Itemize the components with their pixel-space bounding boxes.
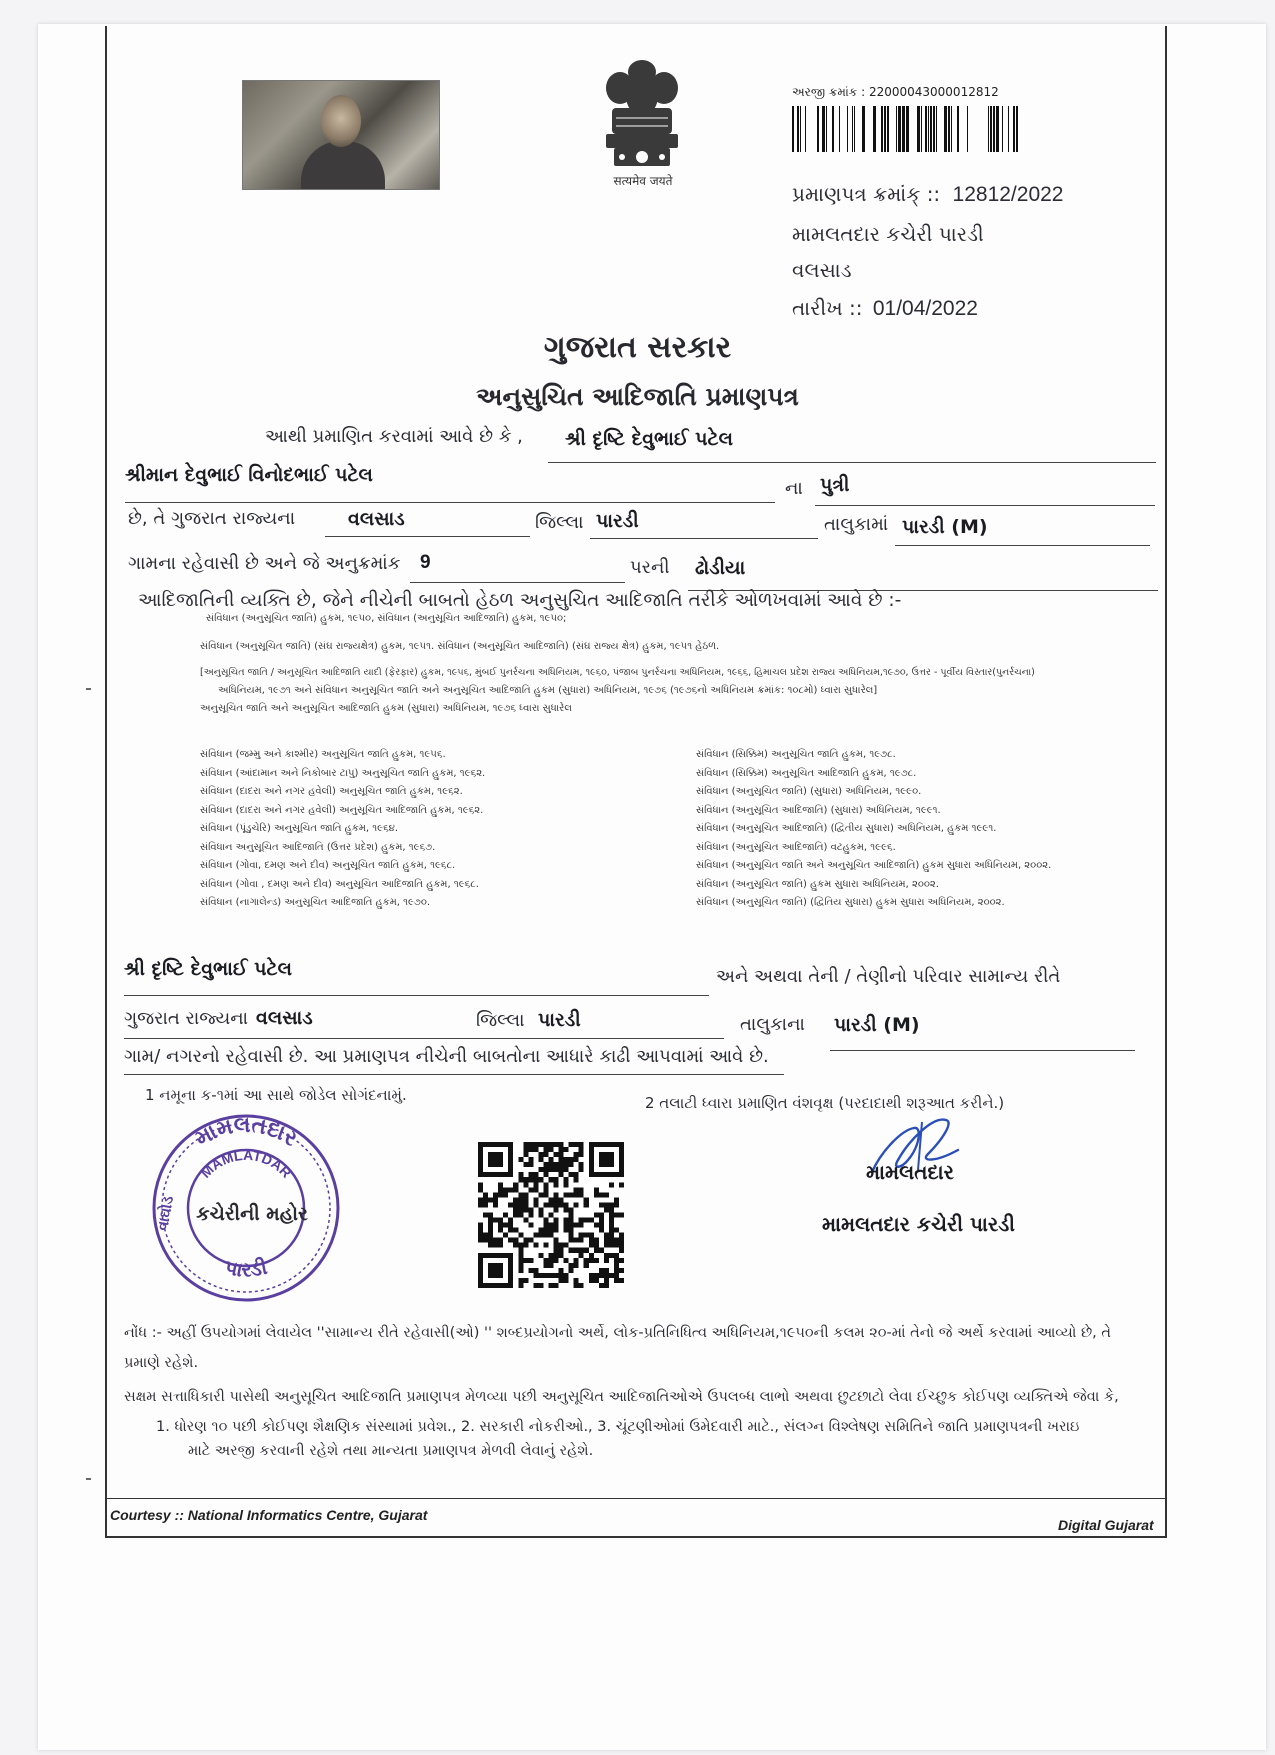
legal-item: સંવિધાન (અનુસૂચિત જાતિ) હુકમ સુધારા અધિનિયમ, ૨૦૦૨. [696, 878, 939, 890]
note-line: પ્રમાણે રહેશે. [124, 1355, 199, 1371]
footer-divider [105, 1498, 1165, 1499]
basis-item-2: 2 તલાટી ધ્વારા પ્રમાણિત વંશવૃક્ષ (પરદાદાથી શરૂઆત કરીને.) [645, 1094, 1005, 1112]
legal-item: સંવિધાન (અનુસૂચિત જાતિ) (દ્વિતિય સુધારા) હુકમ સુધારા અધિનિયમ, ૨૦૦૨. [696, 897, 1005, 908]
issue-date-value: 01/04/2022 [872, 297, 978, 320]
legal-item: સંવિધાન (અનુસૂચિત આદિજાતિ) (દ્વિતીય સુધારા) અધિનિયમ, હુકમ ૧૯૯૧. [696, 823, 997, 834]
benefit-text [124, 1382, 1119, 1466]
legal-item: સંવિધાન (અનુસૂચિત આદિજાતિ) વટહુકમ, ૧૯૯૬. [696, 841, 896, 853]
office-seal-icon [148, 1110, 344, 1306]
legal-item: સંવિધાન (જમ્મુ અને કાશ્મીર) અનુસૂચિત જાતિ હુકમ, ૧૯૫૬. [200, 749, 446, 760]
district-underline [325, 536, 530, 537]
residence-state-label: ગુજરાત રાજ્યના [124, 1008, 249, 1029]
signatory-office: મામલતદાર કચેરી પારડી [822, 1212, 1015, 1236]
village-label: ગામના રહેવાસી છે અને જે અનુક્રમાંક [128, 553, 401, 574]
legal-line: અનુસૂચિત જાતિ અને અનુસૂચિત આદિજાતિ હુકમ (સુધારા) અધિનિયમ, ૧૯૭૬ ધ્વારા સુધારેલ [200, 703, 572, 714]
barcode-icon [790, 106, 1022, 152]
residence-taluka-mid-value: પારડી [538, 1009, 581, 1031]
basis-item-1: 1 નમૂના ક-૧માં આ સાથે જોડેલ સોગંદનામું. [145, 1086, 407, 1104]
issue-date-label: તારીખ :: [792, 296, 863, 320]
residence-district-label: જિલ્લા [476, 1010, 525, 1031]
recognition-text: આદિજાતિની વ્યક્તિ છે, જેને નીચેની બાબતો હેઠળ અનુસુચિત આદિજાતિ તરીકે ઓળખવામાં આવે છે :- [138, 590, 902, 611]
basis-underline [124, 1074, 784, 1075]
legal-item: સંવિધાન (આંદામાન અને નિકોબાર ટાપુ) અનુસૂચિત જાતિ હુકમ, ૧૯૬૨. [200, 767, 486, 779]
certificate-number-label: પ્રમાણપત્ર ક્રમાંક્ :: [792, 182, 941, 206]
taluka-mid-underline [590, 538, 818, 539]
legal-line: સંવિધાન (અનુસૂચિત જાતિ) (સંઘ રાજ્યક્ષેત્ર) હુકમ, ૧૯૫૧. સંવિધાન (અનુસૂચિત આદિજાતિ) (સંઘ રાજ્ય ક્ષેત્ર) હુકમ, ૧૯૫૧ હેઠળ. [200, 641, 720, 652]
father-name-underline [125, 502, 775, 503]
basis-text: ગામ/ નગરનો રહેવાસી છે. આ પ્રમાણપત્ર નીચેની બાબતોના આધારે કાઢી આપવામાં આવે છે. [124, 1046, 769, 1067]
tribe-value: ઢોડીયા [695, 557, 746, 579]
serial-underline [410, 582, 625, 583]
intro-text: આથી પ્રમાણિત કરવામાં આવે છે કે , [265, 426, 523, 447]
residence-district-value: વલસાડ [256, 1007, 313, 1029]
legal-item: સંવિધાન (ગોવા, દમણ અને દીવ) અનુસૂચિત જાતિ હુકમ, ૧૯૬૮. [200, 860, 456, 871]
certificate-number-value: 12812/2022 [952, 183, 1064, 206]
note-text [124, 1318, 1111, 1378]
qr-code-icon [478, 1142, 624, 1288]
legal-item: સંવિધાન (દાદરા અને નગર હવેલી) અનુસૂચિત જાતિ હુકમ, ૧૯૬૨. [200, 786, 463, 797]
certificate-number [792, 182, 1063, 207]
government-title: ગુજરાત સરકાર [543, 330, 732, 365]
certificate-title: અનુસુચિત આદિજાતિ પ્રમાણપત્ર [476, 382, 799, 411]
margin-mark [86, 1478, 91, 1480]
issuing-district: વલસાડ [792, 258, 852, 282]
relation-value: પુત્રી [820, 474, 850, 496]
emblem-caption: सत्यमेव जयते [613, 174, 673, 188]
relation-underline [815, 505, 1155, 506]
legal-item: સંવિધાન અનુસૂચિત આદિજાતિ (ઉત્તર પ્રદેશ) હુકમ, ૧૯૬૭. [200, 841, 436, 853]
courtesy-text: Courtesy :: National Informatics Centre, Gujarat [110, 1507, 428, 1523]
legal-item: સંવિધાન (દાદરા અને નગર હવેલી) અનુસૂચિત આદિજાતિ હુકમ, ૧૯૬૨. [200, 804, 484, 816]
svg-text:MAMLATDAR: MAMLATDAR [197, 1146, 295, 1181]
application-number-label: અરજી ક્રમાંક [792, 85, 858, 99]
taluka-mid-value: પારડી [596, 510, 639, 532]
margin-mark [86, 688, 91, 690]
residence-taluka-underline [830, 1050, 1135, 1051]
legal-item: સંવિધાન (નાગાલેન્ડ) અનુસૂચિત આદિજાતિ હુકમ, ૧૯૭૦. [200, 897, 431, 908]
residence-taluka-value: પારડી (M) [834, 1014, 920, 1036]
national-emblem-icon [592, 58, 692, 186]
holder-name: શ્રી દૃષ્ટિ દેવુભાઈ પટેલ [565, 428, 733, 450]
legal-line: અધિનિયમ, ૧૯૭૧ અને સંવિધાન અનુસૂચિત જાતિ અને અનુસૂચિત આદિજાતિ હુકમ (સુધારા) અધિનિયમ, ૧૯૭૬ (૧૯૭૬નો અધિનિયમ ક્રમાંક: ૧૦૮મો) ધ્વારા સુધારેલ] [218, 685, 878, 696]
legal-item: સંવિધાન (સિક્કિમ) અનુસૂચિત આદિજાતિ હુકમ, ૧૯૭૮. [696, 767, 917, 779]
benefit-line: 1. ધોરણ ૧૦ પછી કોઈપણ શૈક્ષણિક સંસ્થામાં પ્રવેશ., 2. સરકારી નોકરીઓ., 3. ચૂંટણીઓમાં ઉમેદવારી માટે., સંલગ્ન વિશ્લેષણ સમિતિને જાતિ પ્રમાણપત્રની ખરાઇ [156, 1419, 1080, 1435]
taluka-underline [895, 545, 1150, 546]
residence-district-underline [124, 1038, 724, 1039]
issue-date [792, 296, 978, 321]
signatory-title: મામલતદાર [866, 1160, 954, 1184]
legal-item: સંવિધાન (સિક્કિમ) અનુસૂચિત જાતિ હુકમ, ૧૯૭૮. [696, 749, 896, 760]
na-label: ના [785, 478, 803, 499]
brand-text: Digital Gujarat [1058, 1517, 1154, 1533]
holder-name-underline [548, 462, 1156, 463]
applicant-photo [242, 80, 440, 190]
legal-line: સંવિધાન (અનુસૂચિત જાતિ) હુકમ, ૧૯૫૦, સંવિધાન (અનુસૂચિત આદિજાતિ) હુકમ, ૧૯૫૦; [206, 613, 567, 624]
residence-holder-name: શ્રી દૃષ્ટિ દેવુભાઈ પટેલ [124, 958, 292, 980]
legal-item: સંવિધાન (અનુસૂચિત આદિજાતિ) (સુધારા) અધિનિયમ, ૧૯૯૧. [696, 804, 941, 816]
district-value: વલસાડ [348, 508, 405, 530]
benefit-line: માટે અરજી કરવાની રહેશે તથા માન્યતા પ્રમાણપત્ર મેળવી લેવાનું રહેશે. [188, 1443, 594, 1459]
note-line: નોંધ :- અહીં ઉપયોગમાં લેવાયેલ ''સામાન્ય રીતે રહેવાસી(ઓ) '' શબ્દપ્રયોગનો અર્થે, લોક-પ્રતિનિધિત્વ અધિનિયમ,૧૯૫૦ની કલમ ૨૦-માં તેનો જે અર્થે કરવામાં આવ્યો છે, તે [124, 1325, 1112, 1341]
family-text: અને અથવા તેની / તેણીનો પરિવાર સામાન્ય રીતે [716, 966, 1061, 987]
residence-holder-underline [124, 995, 709, 996]
svg-text:પારડી: પારડી [222, 1254, 270, 1282]
taluka-label: તાલુકામાં [824, 514, 889, 535]
svg-text:મામલતદાર: મામલતદાર [191, 1112, 302, 1152]
father-name: શ્રીમાન દેવુભાઈ વિનોદભાઈ પટેલ [125, 464, 373, 486]
legal-item: સંવિધાન (અનુસૂચિત જાતિ) (સુધારા) અધિનિયમ, ૧૯૯૦. [696, 786, 922, 797]
issuing-office: મામલતદાર કચેરી પારડી [792, 222, 984, 246]
legal-item: સંવિધાન (ગોવા , દમણ અને દીવ) અનુસૂચિત આદિજાતિ હુકમ, ૧૯૬૮. [200, 878, 479, 890]
serial-number: 9 [420, 552, 431, 573]
legal-list-left [200, 746, 485, 913]
legal-item: સંવિધાન (અનુસૂચિત જાતિ અને અનુસૂચિત આદિજાતિ) હુકમ સુધારા અધિનિયમ, ૨૦૦૨. [696, 860, 1052, 871]
svg-text:વાઘોડ: વાઘોડ [153, 1194, 177, 1232]
application-number-value: 22000043000012812 [868, 85, 999, 99]
legal-line: [અનુસૂચિત જાતિ / અનુસૂચિત આદિજાતિ યાદી (ફેરફાર) હુકમ, ૧૯૫૬, મુંબઈ પુનર્રચના અધિનિયમ, ૧૯૬૦, પંજાબ પુનર્રચના અધિનિયમ, ૧૯૬૬, હિમાચલ પ્રદેશ રાજ્ય અધિનિયમ,૧૯૭૦, ઉત્તર - પૂર્વીય વિસ્તાર(પુનર્રચના) [200, 667, 1035, 678]
svg-text:કચેરીની મહોર: કચેરીની મહોર [196, 1203, 308, 1225]
district-label: જિલ્લા [535, 512, 584, 533]
benefit-line: સક્ષમ સત્તાધિકારી પાસેથી અનુસૂચિત આદિજાતિ પ્રમાણપત્ર મેળવ્યા પછી અનુસૂચિત આદિજાતિઓએ ઉપલબ્ધ લાભો અથવા છુટછાટો લેવા ઈચ્છુક કોઈપણ વ્યક્તિએ જેવા કે, [124, 1389, 1119, 1405]
residence-taluka-label: તાલુકાના [740, 1014, 805, 1035]
state-label: છે, તે ગુજરાત રાજ્યના [128, 508, 296, 529]
taluka-value: પારડી (M) [902, 516, 988, 538]
parni-label: પરની [630, 557, 670, 578]
legal-list-right [696, 746, 1051, 913]
application-number: અરજી ક્રમાંક : 22000043000012812 [792, 85, 999, 99]
legal-item: સંવિધાન (પૂંડુચેરિ) અનુસૂચિત જાતિ હુકમ, ૧૯૬૪. [200, 823, 399, 834]
